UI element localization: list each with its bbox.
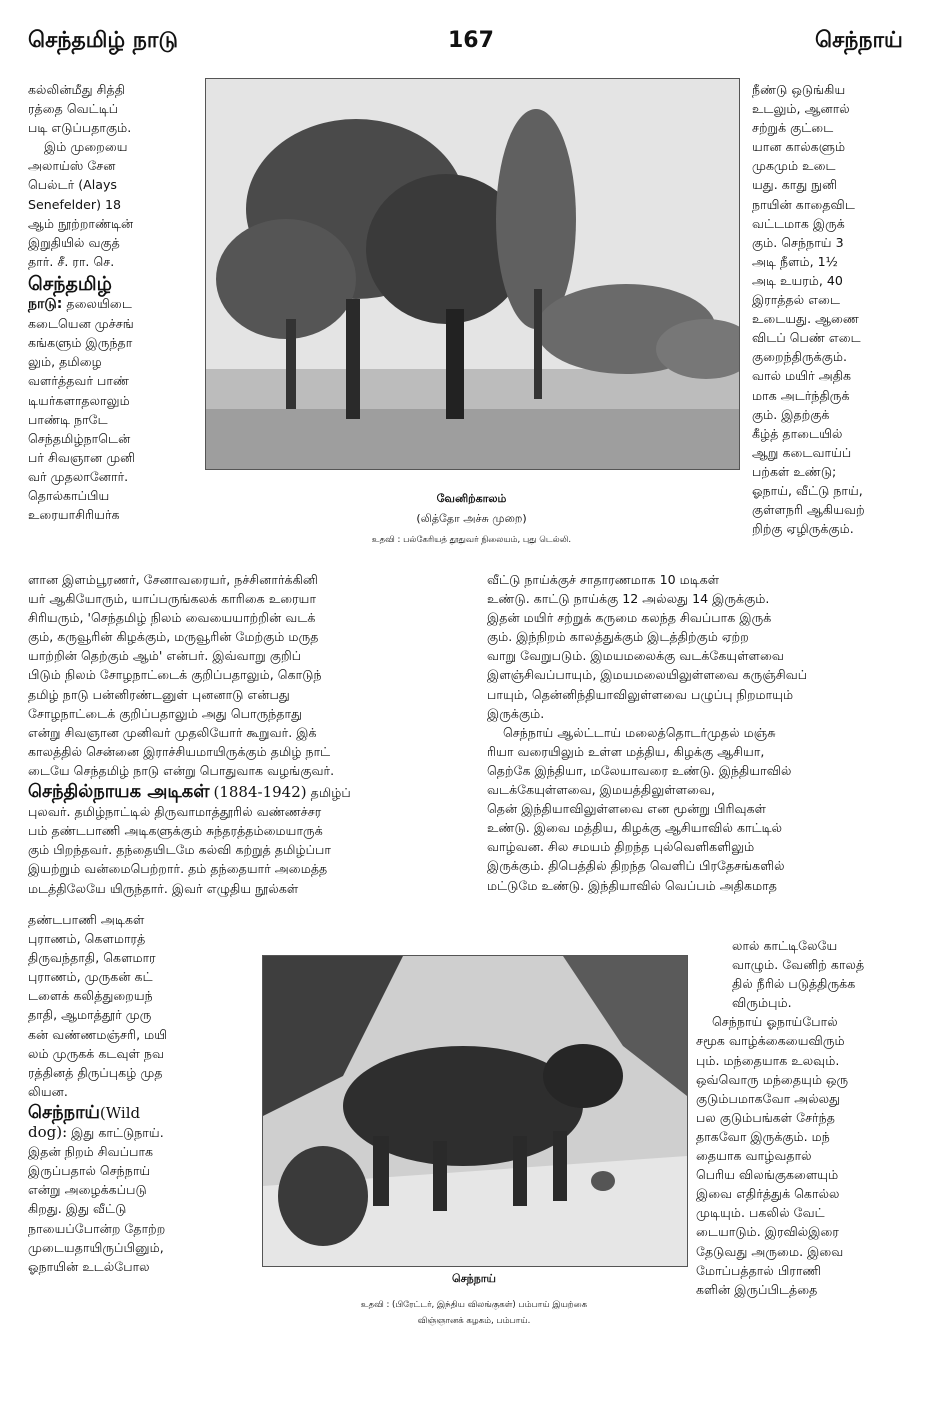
text-line: வளர்த்தவர் பாண் xyxy=(28,373,130,389)
text-line: தெற்கே இந்தியா, மலேயாவரை உண்டு. இந்தியாவில் xyxy=(487,762,792,778)
text-line: யான கால்களும் xyxy=(752,139,846,155)
text-line: வர் முதலானோர். xyxy=(28,468,129,484)
text-line: என்று அழைக்கப்படு xyxy=(28,1182,147,1198)
text-line: நீண்டு ஒடுங்கிய xyxy=(752,82,846,97)
text-line: இருக்கும். xyxy=(487,705,545,721)
text-line: இது காட்டுநாய். xyxy=(71,1125,164,1141)
text-line: தென் இந்தியாவிலுள்ளவை என மூன்று பிரிவுகள் xyxy=(487,801,767,817)
text-line: முகமும் உடை xyxy=(752,158,836,174)
text-line: கல்லின்மீது சித்தி xyxy=(28,82,126,97)
text-line: இவை எதிர்த்துக் கொல்ல xyxy=(696,1186,840,1202)
text-line: மட்டுமே உண்டு. இந்தியாவில் வெப்பம் அதிகமாத xyxy=(487,877,778,893)
text-line: விரும்பும். xyxy=(732,995,792,1011)
text-line: கும். இதற்குக் xyxy=(752,406,830,422)
wild-dog-image xyxy=(262,955,688,1267)
text-line: செந்நாய் ஓநாய்போல் xyxy=(712,1014,838,1030)
text-line: தையாக வாழ்வதால் xyxy=(696,1148,812,1164)
figure2-credit-line1: உதவி : (பிரேட்டர், இந்திய விலங்குகள்) பம்பாய் இயற்கை xyxy=(360,1300,588,1310)
page-number: 167 xyxy=(448,28,494,53)
text-line: புராணம், கௌமாரத் xyxy=(28,931,146,947)
text-line: அடி உயரம், 40 xyxy=(752,272,843,288)
text-line: யாற்றின் தெற்கும் ஆம்' என்பர். இவ்வாறு குறிப் xyxy=(28,648,302,664)
text-line: செந்நாய் ஆல்ட்டாய் மலைத்தொடர்முதல் மஞ்சு xyxy=(503,724,776,740)
text-line: புராணம், முருகன் கட் xyxy=(28,969,153,985)
text-line: தொல்காப்பிய xyxy=(28,487,110,503)
text-line: Senefelder) 18 xyxy=(28,196,122,212)
entry-heading-english: (Wild xyxy=(99,1103,141,1122)
text-line: றிற்கு ஏழிருக்கும். xyxy=(752,521,854,537)
text-line: செந்தமிழ்நாடென் xyxy=(28,430,131,446)
text-line: யது. காது நுனி xyxy=(752,177,838,193)
running-header-right: செந்நாய் xyxy=(815,28,903,53)
text-line: உரையாசிரியர்க xyxy=(28,507,120,523)
text-line: இதன் நிறம் சிவப்பாக xyxy=(28,1144,154,1160)
text-line: பெல்டர் (Alays xyxy=(28,177,117,193)
text-line: ளான இளம்பூரணர், சேனாவரையர், நச்சினார்க்கினி xyxy=(28,572,318,587)
text-line: பல குடும்பங்கள் சேர்ந்த xyxy=(696,1109,835,1125)
tree-landscape-illustration xyxy=(206,79,739,469)
text-line: சிரியரும், 'செந்தமிழ் நிலம் வையையாற்றின் வடக் xyxy=(28,610,316,626)
text-line: வட்டமாக இருக் xyxy=(752,215,845,231)
text-line: இருக்கும். திபெத்தில் திறந்த வெளிப் பிரதேசங்களில் xyxy=(487,858,785,874)
text-line: ஒவ்வொரு மந்தையும் ஒரு xyxy=(696,1071,849,1087)
text-line: கும். இந்நிறம் காலத்துக்கும் இடத்திற்கும் ஏற்ற xyxy=(487,629,749,645)
text-line: கன் வண்ணமஞ்சரி, மயி xyxy=(28,1026,168,1042)
text-line: லியன. xyxy=(28,1083,68,1099)
text-line: பம் தண்டபாணி அடிகளுக்கும் சுந்தரத்தம்மையாருக் xyxy=(28,823,323,839)
text-line: கும் பிறந்தவர். தந்தையிடமே கல்வி கற்றுத் தமிழ்ப்பா xyxy=(28,842,331,858)
text-line: களின் இருப்பிடத்தை xyxy=(696,1281,818,1297)
text-line: தலையிடை xyxy=(66,296,132,312)
text-line: கடையென முச்சங் xyxy=(28,316,134,332)
text-line: காலத்தில் சென்னை இராச்சியமாயிருக்கும் தமிழ் நாட் xyxy=(28,743,331,759)
text-line: இராத்தல் எடை xyxy=(752,292,840,308)
text-line: இயற்றும் வன்மைபெற்றார். தம் தந்தையார் அமைத்த xyxy=(28,861,328,877)
figure1-credit: உதவி : பல்கேரியத் தூதுவர் நிலையம், புது டெல்லி. xyxy=(371,535,572,545)
text-line: லால் காட்டிலேயே xyxy=(732,938,838,953)
text-line: கங்களும் இருந்தா xyxy=(28,335,133,351)
column-right-bottom xyxy=(696,936,914,1299)
column-middle-left xyxy=(28,570,476,898)
text-line: அலாய்ஸ் சேன xyxy=(28,158,116,174)
text-line: முடியும். பகலில் வேட் xyxy=(696,1205,825,1221)
text-line: வால் மயிர் அதிக xyxy=(752,368,852,384)
text-line: உண்டு. காட்டு நாய்க்கு 12 அல்லது 14 இருக்கும். xyxy=(487,591,770,607)
text-line: உடையது. ஆணை xyxy=(752,311,859,327)
text-line: பாயும், தென்னிந்தியாவிலுள்ளவை பழுப்பு நிறமாயும் xyxy=(487,686,794,702)
text-line: குள்ளநரி ஆகியவற் xyxy=(752,502,865,518)
text-line: ஓநாய், வீட்டு நாய், xyxy=(752,482,863,498)
column-middle-right xyxy=(487,570,914,895)
text-line: இதன் மயிர் சற்றுக் கருமை கலந்த சிவப்பாக இருக் xyxy=(487,610,772,626)
text-line: லம் முருகக் கடவுள் நவ xyxy=(28,1045,164,1061)
text-line: உண்டு. இவை மத்திய, கிழக்கு ஆசியாவில் காட்டில் xyxy=(487,820,783,836)
text-line: படி எடுப்பதாகும். xyxy=(28,120,132,136)
text-line: திருவந்தாதி, கௌமார xyxy=(28,950,156,966)
entry-heading-senthilnayaka: செந்தில்நாயக அடிகள் xyxy=(28,781,210,803)
text-line: நாயைப்போன்ற தோற்ற xyxy=(28,1220,166,1236)
text-line: தமிழ்ப் xyxy=(310,785,351,801)
wild-dog-illustration xyxy=(263,956,687,1266)
text-line: இருப்பதால் செந்நாய் xyxy=(28,1163,151,1179)
text-line: கும், கருவூரின் கிழக்கும், மருவூரின் மேற்கும் மருத xyxy=(28,629,319,645)
text-line: குடும்பமாகவோ அல்லது xyxy=(696,1090,841,1106)
running-header-left: செந்தமிழ் நாடு xyxy=(28,28,179,53)
text-line: டளைக் கலித்துறையந் xyxy=(28,988,153,1004)
text-line: என்று சிவஞான முனிவர் முதலியோர் கூறுவர். இக் xyxy=(28,724,317,740)
text-line: தேடுவது அருமை. இவை xyxy=(696,1243,844,1259)
text-line: முடையதாயிருப்பினும், xyxy=(28,1239,164,1255)
column-left-top xyxy=(28,80,198,524)
text-line: ரத்தை வெட்டிப் xyxy=(28,101,119,117)
text-line: பர் சிவஞான முனி xyxy=(28,449,136,465)
entry-heading-years: (1884-1942) xyxy=(213,783,307,802)
text-line: லும், தமிழை xyxy=(28,354,102,370)
text-line: மடத்திலேயே யிருந்தார். இவர் எழுதிய நூல்கள் xyxy=(28,880,299,896)
text-line: வீட்டு நாய்க்குச் சாதாரணமாக 10 மடிகள் xyxy=(487,572,720,587)
text-line: பற்கள் உண்டு; xyxy=(752,463,837,479)
text-line: டையாடும். இரவில்இரை xyxy=(696,1224,839,1240)
text-line: குறைந்திருக்கும். xyxy=(752,349,847,365)
text-line: தாதி, ஆமாத்தூர் முரு xyxy=(28,1007,152,1023)
text-line: மாக அடர்ந்திருக் xyxy=(752,387,850,403)
text-line: ஆறு கடைவாய்ப் xyxy=(752,444,852,460)
figure1-title: வேனிற்காலம் xyxy=(436,492,507,505)
text-line: உடலும், ஆனால் xyxy=(752,101,850,117)
column-right-top xyxy=(752,80,914,538)
text-line: தண்டபாணி அடிகள் xyxy=(28,912,145,927)
text-line: பாண்டி நாடே xyxy=(28,411,108,427)
figure1-subtitle: (லித்தோ அச்சு முறை) xyxy=(416,512,527,525)
text-line: இம் முறையை xyxy=(44,139,128,155)
text-line: மோப்பத்தால் பிராணி xyxy=(696,1262,822,1278)
text-line: புலவர். தமிழ்நாட்டில் திருவாமாத்தூரில் வண்ணச்சர xyxy=(28,804,322,820)
text-line: பும். மந்தையாக உலவும். xyxy=(696,1052,840,1068)
text-line: வடக்கேயுள்ளவை, இமயத்திலுள்ளவை, xyxy=(487,782,716,798)
text-line: வாழும். வேனிற் காலத் xyxy=(732,957,865,973)
lithograph-landscape-image xyxy=(205,78,740,470)
text-line: ரத்தினத் திருப்புகழ் முத xyxy=(28,1064,163,1080)
text-line: கிறது. இது வீட்டு xyxy=(28,1201,127,1217)
text-line: டியர்களாதலாலும் xyxy=(28,392,130,408)
text-line: ஓநாயின் உடல்போல xyxy=(28,1258,150,1274)
text-line: கும். செந்நாய் 3 xyxy=(752,234,844,250)
text-line: சமூக வாழ்க்கையைவிரும் xyxy=(696,1033,845,1049)
text-line: ரியா வரையிலும் உள்ள மத்திய, கிழக்கு ஆசியா, xyxy=(487,743,765,759)
text-line: நாயின் காதைவிட xyxy=(752,196,855,212)
text-line: டையே செந்தமிழ் நாடு என்று பொதுவாக வழங்குவர். xyxy=(28,762,335,778)
column-left-bottom xyxy=(28,910,250,1276)
text-line: அடி நீளம், 1½ xyxy=(752,253,838,269)
text-line: வாறு வேறுபடும். இமயமலைக்கு வடக்கேயுள்ளவை xyxy=(487,648,784,664)
text-line: தார். சீ. ரா. செ. xyxy=(28,253,115,269)
text-line: தாகவோ இருக்கும். மந் xyxy=(696,1128,830,1144)
text-line: தமிழ் நாடு பன்னிரண்டனுள் புனனாடு என்பது xyxy=(28,686,290,702)
text-line: இறுதியில் வகுத் xyxy=(28,234,120,250)
entry-heading-sennai: செந்நாய் xyxy=(28,1101,100,1123)
text-line: கீழ்த் தாடையில் xyxy=(752,425,843,441)
text-line: ஆம் நூற்றாண்டின் xyxy=(28,215,134,231)
figure2-title: செந்நாய் xyxy=(452,1272,496,1285)
entry-heading-english-2: dog): xyxy=(28,1123,68,1142)
text-line: சற்றுக் குட்டை xyxy=(752,120,834,136)
text-line: விடப் பெண் எடை xyxy=(752,330,861,346)
entry-heading-senthamizh: செந்தமிழ் xyxy=(28,272,112,295)
entry-heading-tail: நாடு: xyxy=(28,296,63,313)
text-line: பிடும் நிலம் சோழநாட்டைக் குறிப்பதாலும், கொடுந் xyxy=(28,667,322,683)
text-line: தில் நீரில் படுத்திருக்க xyxy=(732,976,856,992)
text-line: சோழநாட்டைக் குறிப்பதாலும் அது பொருந்தாது xyxy=(28,705,303,721)
figure2-credit-line2: விஞ்ஞானக் கழகம், பம்பாய். xyxy=(417,1316,531,1326)
text-line: பெரிய விலங்குகளையும் xyxy=(696,1167,839,1183)
text-line: யர் ஆகியோரும், யாப்பருங்கலக் காரிகை உரையா xyxy=(28,591,317,607)
text-line: வாழ்வன. சில சமயம் திறந்த புல்வெளிகளிலும் xyxy=(487,839,755,855)
text-line: இளஞ்சிவப்பாயும், இமயமலையிலுள்ளவை கருஞ்சிவப் xyxy=(487,667,808,683)
